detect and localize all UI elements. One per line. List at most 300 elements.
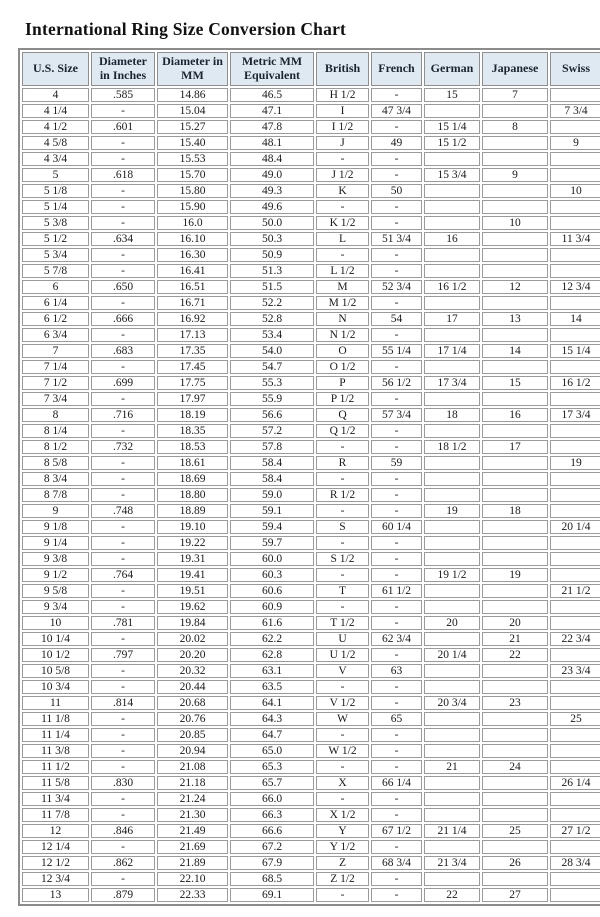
cell: 50.3 <box>230 232 314 246</box>
cell: 11 3/8 <box>22 744 89 758</box>
cell: .666 <box>91 312 155 326</box>
cell: 67 1/2 <box>371 824 422 838</box>
cell: - <box>371 200 422 214</box>
cell: 17.35 <box>157 344 228 358</box>
cell: 20.02 <box>157 632 228 646</box>
cell: - <box>91 472 155 486</box>
cell <box>482 488 548 502</box>
col-header-japanese: Japanese <box>482 52 548 86</box>
cell: 4 1/4 <box>22 104 89 118</box>
cell: 10 <box>550 184 600 198</box>
cell: 17 3/4 <box>550 408 600 422</box>
cell: - <box>91 632 155 646</box>
cell: 15.90 <box>157 200 228 214</box>
col-header-us-size: U.S. Size <box>22 52 89 86</box>
cell <box>424 472 480 486</box>
cell <box>482 744 548 758</box>
table-row <box>22 232 600 246</box>
cell: 11 1/8 <box>22 712 89 726</box>
cell: 11 3/4 <box>22 792 89 806</box>
cell <box>424 360 480 374</box>
cell <box>482 184 548 198</box>
cell: 10 1/2 <box>22 648 89 662</box>
cell <box>550 168 600 182</box>
cell: 10 1/4 <box>22 632 89 646</box>
cell <box>424 520 480 534</box>
cell: 51.5 <box>230 280 314 294</box>
cell: 54 <box>371 312 422 326</box>
cell: 17 1/4 <box>424 344 480 358</box>
cell: 20.76 <box>157 712 228 726</box>
cell: 62.8 <box>230 648 314 662</box>
cell: 58.4 <box>230 456 314 470</box>
cell: 49.6 <box>230 200 314 214</box>
cell: 18.61 <box>157 456 228 470</box>
cell: - <box>316 504 369 518</box>
cell: 6 3/4 <box>22 328 89 342</box>
table-row <box>22 264 600 278</box>
cell: 14 <box>482 344 548 358</box>
col-header-french: French <box>371 52 422 86</box>
cell: 18 1/2 <box>424 440 480 454</box>
cell: 9 3/4 <box>22 600 89 614</box>
cell: 21 <box>482 632 548 646</box>
cell: - <box>371 760 422 774</box>
cell: 21 1/4 <box>424 824 480 838</box>
cell <box>550 568 600 582</box>
cell <box>482 792 548 806</box>
cell: 20.32 <box>157 664 228 678</box>
cell: 18.69 <box>157 472 228 486</box>
cell: 17.13 <box>157 328 228 342</box>
cell: - <box>91 760 155 774</box>
cell: - <box>371 296 422 310</box>
cell: 20.68 <box>157 696 228 710</box>
cell: 68 3/4 <box>371 856 422 870</box>
cell: 6 <box>22 280 89 294</box>
cell: 4 1/2 <box>22 120 89 134</box>
cell: - <box>91 248 155 262</box>
cell: 57 3/4 <box>371 408 422 422</box>
table-row <box>22 792 600 806</box>
table-row <box>22 568 600 582</box>
table-row <box>22 616 600 630</box>
cell: 15 1/4 <box>550 344 600 358</box>
cell: 56.6 <box>230 408 314 422</box>
cell: 13 <box>482 312 548 326</box>
cell: 52.2 <box>230 296 314 310</box>
cell: - <box>371 680 422 694</box>
cell: 47.1 <box>230 104 314 118</box>
cell: - <box>316 536 369 550</box>
cell <box>550 552 600 566</box>
cell <box>550 792 600 806</box>
cell: 21 3/4 <box>424 856 480 870</box>
cell: 19 <box>482 568 548 582</box>
cell: .618 <box>91 168 155 182</box>
cell: 22 <box>424 888 480 902</box>
cell <box>424 680 480 694</box>
table-row <box>22 680 600 694</box>
cell <box>424 264 480 278</box>
cell: 8 1/4 <box>22 424 89 438</box>
cell: - <box>91 136 155 150</box>
cell: 63 <box>371 664 422 678</box>
cell: 21.69 <box>157 840 228 854</box>
table-row <box>22 120 600 134</box>
table-row <box>22 296 600 310</box>
cell: 18.80 <box>157 488 228 502</box>
table-row <box>22 184 600 198</box>
cell: 20.85 <box>157 728 228 742</box>
cell <box>482 328 548 342</box>
cell <box>424 728 480 742</box>
cell <box>424 536 480 550</box>
cell <box>424 248 480 262</box>
cell: 59 <box>371 456 422 470</box>
cell: - <box>316 200 369 214</box>
col-header-swiss: Swiss <box>550 52 600 86</box>
cell: - <box>316 440 369 454</box>
cell: 20.20 <box>157 648 228 662</box>
cell: - <box>316 152 369 166</box>
cell: 63.5 <box>230 680 314 694</box>
cell: 11 3/4 <box>550 232 600 246</box>
cell <box>424 152 480 166</box>
table-row <box>22 760 600 774</box>
cell <box>482 536 548 550</box>
cell: J 1/2 <box>316 168 369 182</box>
cell: 66.3 <box>230 808 314 822</box>
cell: .797 <box>91 648 155 662</box>
cell <box>482 360 548 374</box>
cell: 25 <box>482 824 548 838</box>
cell: - <box>371 808 422 822</box>
table-row <box>22 552 600 566</box>
cell: 16 1/2 <box>424 280 480 294</box>
cell: 20 3/4 <box>424 696 480 710</box>
cell: 48.4 <box>230 152 314 166</box>
cell <box>550 680 600 694</box>
cell <box>424 584 480 598</box>
cell: 8 <box>22 408 89 422</box>
cell: 18.35 <box>157 424 228 438</box>
cell <box>550 888 600 902</box>
cell: Q <box>316 408 369 422</box>
cell: - <box>316 600 369 614</box>
cell: 9 1/2 <box>22 568 89 582</box>
cell <box>424 792 480 806</box>
cell: J <box>316 136 369 150</box>
cell: - <box>371 472 422 486</box>
cell <box>550 744 600 758</box>
cell <box>424 488 480 502</box>
cell <box>550 88 600 102</box>
cell: - <box>371 648 422 662</box>
cell: 17.97 <box>157 392 228 406</box>
cell: .814 <box>91 696 155 710</box>
cell: 8 5/8 <box>22 456 89 470</box>
cell: 12 3/4 <box>22 872 89 886</box>
cell <box>482 840 548 854</box>
cell: - <box>91 712 155 726</box>
cell <box>482 808 548 822</box>
cell <box>550 488 600 502</box>
cell: .732 <box>91 440 155 454</box>
cell <box>482 200 548 214</box>
cell: .781 <box>91 616 155 630</box>
cell: - <box>91 200 155 214</box>
cell <box>482 248 548 262</box>
table-row <box>22 520 600 534</box>
cell: 19 <box>424 504 480 518</box>
cell <box>550 264 600 278</box>
cell: 55.3 <box>230 376 314 390</box>
cell <box>550 808 600 822</box>
table-row <box>22 600 600 614</box>
cell: - <box>371 600 422 614</box>
cell: V 1/2 <box>316 696 369 710</box>
cell: 9 1/8 <box>22 520 89 534</box>
cell: 11 <box>22 696 89 710</box>
cell: 47.8 <box>230 120 314 134</box>
cell: 57.2 <box>230 424 314 438</box>
cell <box>550 216 600 230</box>
cell: 5 3/8 <box>22 216 89 230</box>
cell <box>482 104 548 118</box>
cell: 21 <box>424 760 480 774</box>
cell: 60 1/4 <box>371 520 422 534</box>
cell: 8 3/4 <box>22 472 89 486</box>
cell <box>424 200 480 214</box>
cell: - <box>91 552 155 566</box>
cell: 16.41 <box>157 264 228 278</box>
table-row <box>22 776 600 790</box>
cell: W 1/2 <box>316 744 369 758</box>
cell: 7 1/2 <box>22 376 89 390</box>
cell: - <box>371 248 422 262</box>
cell <box>424 712 480 726</box>
cell <box>424 328 480 342</box>
cell: 21.49 <box>157 824 228 838</box>
cell: 4 <box>22 88 89 102</box>
table-row <box>22 824 600 838</box>
cell: 10 <box>482 216 548 230</box>
cell: 51.3 <box>230 264 314 278</box>
cell: 12 3/4 <box>550 280 600 294</box>
cell: 20 1/4 <box>550 520 600 534</box>
cell: - <box>91 792 155 806</box>
cell: O <box>316 344 369 358</box>
table-row <box>22 360 600 374</box>
cell: O 1/2 <box>316 360 369 374</box>
table-row <box>22 216 600 230</box>
cell: - <box>91 728 155 742</box>
cell <box>482 680 548 694</box>
cell: 6 1/4 <box>22 296 89 310</box>
cell: 18 <box>482 504 548 518</box>
cell: I 1/2 <box>316 120 369 134</box>
cell: L 1/2 <box>316 264 369 278</box>
table-row <box>22 712 600 726</box>
cell: 11 1/2 <box>22 760 89 774</box>
ring-size-conversion-table <box>18 48 600 906</box>
cell: .683 <box>91 344 155 358</box>
cell: 66.0 <box>230 792 314 806</box>
cell: 56 1/2 <box>371 376 422 390</box>
cell: Q 1/2 <box>316 424 369 438</box>
cell: 11 5/8 <box>22 776 89 790</box>
cell: .650 <box>91 280 155 294</box>
cell: - <box>316 792 369 806</box>
cell: - <box>316 888 369 902</box>
cell: 9 1/4 <box>22 536 89 550</box>
cell <box>424 424 480 438</box>
cell: 19 1/2 <box>424 568 480 582</box>
cell <box>550 152 600 166</box>
cell: 11 7/8 <box>22 808 89 822</box>
cell: 66.6 <box>230 824 314 838</box>
cell <box>482 664 548 678</box>
table-row <box>22 312 600 326</box>
cell: 15 1/4 <box>424 120 480 134</box>
cell: 15.40 <box>157 136 228 150</box>
table-row <box>22 280 600 294</box>
cell: - <box>371 328 422 342</box>
table-row <box>22 456 600 470</box>
cell: - <box>316 728 369 742</box>
cell: 16.10 <box>157 232 228 246</box>
cell: 18.19 <box>157 408 228 422</box>
cell: 7 3/4 <box>22 392 89 406</box>
cell: 15.53 <box>157 152 228 166</box>
cell: 21.24 <box>157 792 228 806</box>
col-header-british: British <box>316 52 369 86</box>
cell: 12 <box>482 280 548 294</box>
cell: - <box>371 392 422 406</box>
cell: 9 <box>550 136 600 150</box>
cell: - <box>371 216 422 230</box>
cell: 65.0 <box>230 744 314 758</box>
header-row <box>22 52 600 86</box>
cell: .879 <box>91 888 155 902</box>
cell: - <box>316 568 369 582</box>
cell: 17.45 <box>157 360 228 374</box>
cell: Y <box>316 824 369 838</box>
cell: 18.53 <box>157 440 228 454</box>
cell: 55 1/4 <box>371 344 422 358</box>
col-header-diameter-inches: Diameter in Inches <box>91 52 155 86</box>
cell: 4 5/8 <box>22 136 89 150</box>
cell: - <box>371 264 422 278</box>
cell: - <box>91 536 155 550</box>
cell: 5 3/4 <box>22 248 89 262</box>
cell: 15.80 <box>157 184 228 198</box>
table-body <box>22 88 600 902</box>
cell: K <box>316 184 369 198</box>
table-row <box>22 408 600 422</box>
cell <box>424 808 480 822</box>
cell <box>550 424 600 438</box>
cell <box>550 328 600 342</box>
cell: 9 <box>22 504 89 518</box>
cell: 8 1/2 <box>22 440 89 454</box>
table-row <box>22 744 600 758</box>
cell: 15.04 <box>157 104 228 118</box>
cell: 12 <box>22 824 89 838</box>
table-row <box>22 632 600 646</box>
cell: T 1/2 <box>316 616 369 630</box>
cell: - <box>371 152 422 166</box>
cell <box>550 200 600 214</box>
table-row <box>22 168 600 182</box>
cell: K 1/2 <box>316 216 369 230</box>
cell: 60.6 <box>230 584 314 598</box>
table-row <box>22 840 600 854</box>
cell: - <box>371 552 422 566</box>
cell: 48.1 <box>230 136 314 150</box>
cell: 14.86 <box>157 88 228 102</box>
cell <box>424 392 480 406</box>
cell: - <box>371 424 422 438</box>
cell: 15 1/2 <box>424 136 480 150</box>
cell: 64.7 <box>230 728 314 742</box>
table-row <box>22 872 600 886</box>
cell: 7 <box>22 344 89 358</box>
cell: - <box>91 488 155 502</box>
cell <box>482 296 548 310</box>
cell: 21.18 <box>157 776 228 790</box>
cell <box>550 600 600 614</box>
cell: 62 3/4 <box>371 632 422 646</box>
cell: W <box>316 712 369 726</box>
cell: 57.8 <box>230 440 314 454</box>
cell <box>482 872 548 886</box>
cell: - <box>371 568 422 582</box>
col-header-german: German <box>424 52 480 86</box>
cell: .862 <box>91 856 155 870</box>
cell <box>550 696 600 710</box>
cell: X <box>316 776 369 790</box>
cell: 49.3 <box>230 184 314 198</box>
cell <box>482 552 548 566</box>
table-row <box>22 376 600 390</box>
cell: - <box>316 680 369 694</box>
cell: 68.5 <box>230 872 314 886</box>
cell <box>482 520 548 534</box>
cell: 22.33 <box>157 888 228 902</box>
cell: 11 1/4 <box>22 728 89 742</box>
cell: - <box>371 696 422 710</box>
cell: 16.30 <box>157 248 228 262</box>
cell: 49 <box>371 136 422 150</box>
cell: L <box>316 232 369 246</box>
cell: 60.9 <box>230 600 314 614</box>
cell: 12 1/2 <box>22 856 89 870</box>
cell: - <box>91 424 155 438</box>
cell: 10 3/4 <box>22 680 89 694</box>
cell: - <box>91 360 155 374</box>
cell: Y 1/2 <box>316 840 369 854</box>
cell: 10 <box>22 616 89 630</box>
cell: - <box>91 152 155 166</box>
cell: - <box>91 680 155 694</box>
cell: - <box>371 168 422 182</box>
table-row <box>22 504 600 518</box>
cell: - <box>91 840 155 854</box>
cell: - <box>91 264 155 278</box>
cell <box>550 504 600 518</box>
